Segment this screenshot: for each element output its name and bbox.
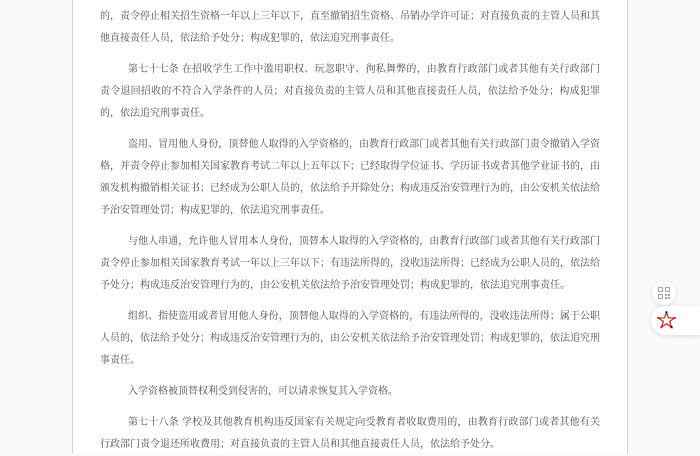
paragraph: 第七十七条 在招收学生工作中滥用职权、玩忽职守、徇私舞弊的，由教育行政部门或者其他有关行政部门责令退回招收的不符合入学条件的人员；对直接负责的主管人员和其他直接责任人员，依法给予处分；构成犯罪的，依法追究刑事责任。: [100, 64, 600, 119]
paragraph: 第七十八条 学校及其他教育机构违反国家有关规定向受教育者收取费用的，由教育行政部门或者其他有关行政部门责令退还所收费用；对直接负责的主管人员和其他直接责任人员，依法给予处分。: [100, 417, 600, 450]
qr-code-icon: [658, 287, 670, 299]
paragraph: 的，责令停止相关招生资格一年以上三年以下，直至撤销招生资格、吊销办学许可证；对直接负责的主管人员和其他直接责任人员，依法给予处分；构成犯罪的，依法追究刑事责任。: [100, 11, 600, 44]
document-page: [72, 0, 628, 453]
database-logo-button[interactable]: [651, 306, 700, 335]
paragraph: 盗用、冒用他人身份，顶替他人取得的入学资格的，由教育行政部门或者其他有关行政部门责令撤销入学资格，并责令停止参加相关国家教育考试二年以上五年以下；已经取得学位证书、学历证书或者其他学业证书的，由颁发机构撤销相关证书；已经成为公职人员的，依法给予开除处分；构成违反治安管理行为的，由公安机关依法给予治安管理处罚；构成犯罪的，依法追究刑事责任。: [100, 139, 600, 216]
document-body: [73, 0, 627, 456]
paragraph: 入学资格被顶替权利受到侵害的，可以请求恢复其入学资格。: [128, 386, 398, 397]
paragraph: 组织、指使盗用或者冒用他人身份，顶替他人取得的入学资格的，有违法所得的，没收违法所得；属于公职人员的，依法给予处分；构成违反治安管理行为的，由公安机关依法给予治安管理处罚；构成犯罪的，依法追究刑事责任。: [100, 311, 600, 366]
red-star-constellation-icon: [657, 311, 676, 330]
paragraph: 与他人串通，允许他人冒用本人身份，顶替本人取得的入学资格的，由教育行政部门或者其他有关行政部门责令停止参加相关国家教育考试一年以上三年以下；有违法所得的，没收违法所得；已经成为公职人员的，依法给予处分；构成违反治安管理行为的，由公安机关依法给予治安管理处罚；构成犯罪的，依法追究刑事责任。: [100, 236, 600, 291]
qr-code-button[interactable]: [652, 281, 676, 305]
